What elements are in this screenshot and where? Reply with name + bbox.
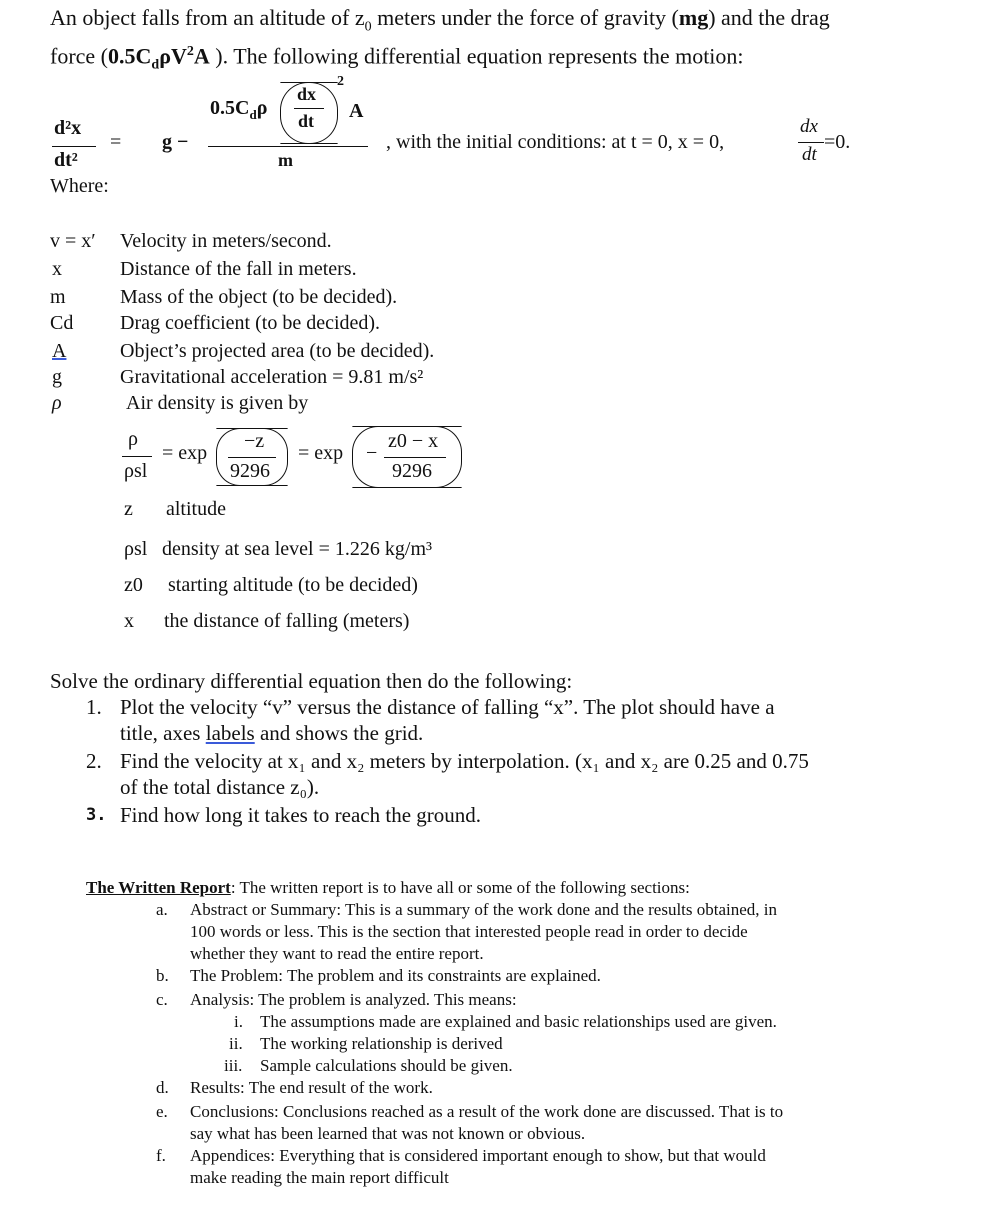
density-neg-z: −z xyxy=(244,430,265,452)
report-subitem-iii-text: Sample calculations should be given. xyxy=(260,1056,513,1075)
def-text-a: Object’s projected area (to be decided). xyxy=(120,340,435,362)
task-1-line-2: title, axes labels and shows the grid. xyxy=(120,721,424,745)
task-3-line-1: Find how long it takes to reach the ground. xyxy=(120,803,482,827)
lhs-denominator: dt² xyxy=(54,149,78,171)
report-item-b-letter: b. xyxy=(156,966,169,985)
density-def-x-text: the distance of falling (meters) xyxy=(164,610,410,632)
mass-denominator: m xyxy=(278,150,293,170)
area-symbol: A xyxy=(349,100,364,122)
density-fraction-bar xyxy=(122,456,152,457)
report-item-e-line-1: Conclusions: Conclusions reached as a result of the work done are discussed. That is to xyxy=(190,1102,784,1121)
dx-numerator: dx xyxy=(297,84,317,104)
report-item-a-letter: a. xyxy=(156,900,168,919)
report-item-c-letter: c. xyxy=(156,990,168,1009)
density-den-1: 9296 xyxy=(230,460,270,482)
dt-denominator: dt xyxy=(298,111,315,131)
equals-sign: = xyxy=(110,131,122,153)
intro-line-1: An object falls from an altitude of $z_0$ meters under the force of gravity (mg) and the drag xyxy=(50,5,830,35)
report-heading: The Written Report: The written report is to have all or some of the following sections: xyxy=(86,878,690,897)
density-def-z-text: altitude xyxy=(166,498,226,520)
report-item-a-line-3: whether they want to read the entire report. xyxy=(190,944,484,963)
ic-fraction-bar xyxy=(798,142,824,143)
def-text-v: Velocity in meters/second. xyxy=(120,230,332,252)
task-1-number: 1. xyxy=(86,695,102,719)
tasks-heading: Solve the ordinary differential equation then do the following: xyxy=(50,669,573,693)
density-def-z0-symbol: z0 xyxy=(124,574,143,596)
task-2-line-2: of the total distance z₀). xyxy=(120,775,320,799)
report-subitem-ii-text: The working relationship is derived xyxy=(260,1034,503,1053)
def-text-m: Mass of the object (to be decided). xyxy=(120,286,398,308)
dxdt-bar xyxy=(294,108,324,109)
task-2-number: 2. xyxy=(86,749,102,773)
def-symbol-m: m xyxy=(50,286,66,308)
report-item-a-line-1: Abstract or Summary: This is a summary of the work done and the results obtained, in xyxy=(190,900,778,919)
def-text-cd: Drag coefficient (to be decided). xyxy=(120,312,381,334)
report-subitem-ii-numeral: ii. xyxy=(229,1034,243,1053)
density-rho: ρ xyxy=(128,428,138,450)
density-def-z-symbol: z xyxy=(124,498,133,520)
report-item-f-line-1: Appendices: Everything that is considered important enough to show, but that would xyxy=(190,1146,766,1165)
report-item-c-line-1: Analysis: The problem is analyzed. This means: xyxy=(190,990,517,1009)
report-item-a-line-2: 100 words or less. This is the section that interested people read in order to decide xyxy=(190,922,748,941)
intro-line-2: force ($0.5C_d\rho V^2A$ ). The following differential equation represents the motion: xyxy=(50,43,744,73)
density-rho-sl: ρsl xyxy=(124,460,148,482)
lhs-numerator: d²x xyxy=(54,117,82,139)
def-symbol-a: A xyxy=(52,340,67,362)
density-def-x-symbol: x xyxy=(124,610,134,632)
density-minus: − xyxy=(366,442,378,464)
report-subitem-i-text: The assumptions made are explained and basic relationships used are given. xyxy=(260,1012,777,1031)
task-2-line-1: Find the velocity at x₁ and x₂ meters by interpolation. (x₁ and x₂ are 0.25 and 0.75 xyxy=(120,749,809,773)
density-def-rhosl-text: density at sea level = 1.226 kg/m³ xyxy=(162,538,432,560)
density-eq1: = exp xyxy=(162,442,208,464)
report-item-f-line-2: make reading the main report difficult xyxy=(190,1168,449,1187)
density-z0-minus-x: z0 − x xyxy=(388,430,439,452)
main-fraction-bar xyxy=(208,146,368,147)
def-text-x: Distance of the fall in meters. xyxy=(120,258,357,280)
def-symbol-rho: ρ xyxy=(52,392,62,414)
drag-coef: $0.5C_d\rho$ xyxy=(210,97,268,122)
report-item-b-line-1: The Problem: The problem and its constraints are explained. xyxy=(190,966,601,985)
ic-dx: dx xyxy=(800,116,818,137)
density-inner-bar-1 xyxy=(228,457,276,458)
task-3-number: 3. xyxy=(86,805,107,825)
report-subitem-iii-numeral: iii. xyxy=(224,1056,243,1075)
square-exponent: 2 xyxy=(337,74,344,89)
def-symbol-cd: Cd xyxy=(50,312,74,334)
def-symbol-x: x xyxy=(52,258,62,280)
ic-tail: =0. xyxy=(824,131,851,153)
def-symbol-v: v = x′ xyxy=(50,230,96,252)
task-1-line-1: Plot the velocity “v” versus the distance of falling “x”. The plot should have a xyxy=(120,695,775,719)
def-text-rho: Air density is given by xyxy=(126,392,309,414)
def-symbol-g: g xyxy=(52,366,62,388)
density-def-rhosl-symbol: ρsl xyxy=(124,538,148,560)
density-def-z0-text: starting altitude (to be decided) xyxy=(168,574,418,596)
initial-conditions: , with the initial conditions: at t = 0, x = 0, xyxy=(386,131,725,153)
report-item-e-line-2: say what has been learned that was not known or obvious. xyxy=(190,1124,586,1143)
density-eq2: = exp xyxy=(298,442,344,464)
density-den-2: 9296 xyxy=(392,460,432,482)
density-inner-bar-2 xyxy=(384,457,446,458)
report-subitem-i-numeral: i. xyxy=(234,1012,243,1031)
def-text-g: Gravitational acceleration = 9.81 m/s² xyxy=(120,366,424,388)
report-item-d-letter: d. xyxy=(156,1078,169,1097)
where-label: Where: xyxy=(50,175,109,197)
lhs-fraction-bar xyxy=(52,146,96,147)
report-item-d-line-1: Results: The end result of the work. xyxy=(190,1078,433,1097)
gravity-minus: g − xyxy=(162,131,189,153)
report-item-f-letter: f. xyxy=(156,1146,166,1165)
report-item-e-letter: e. xyxy=(156,1102,168,1121)
ic-dt: dt xyxy=(802,144,817,165)
